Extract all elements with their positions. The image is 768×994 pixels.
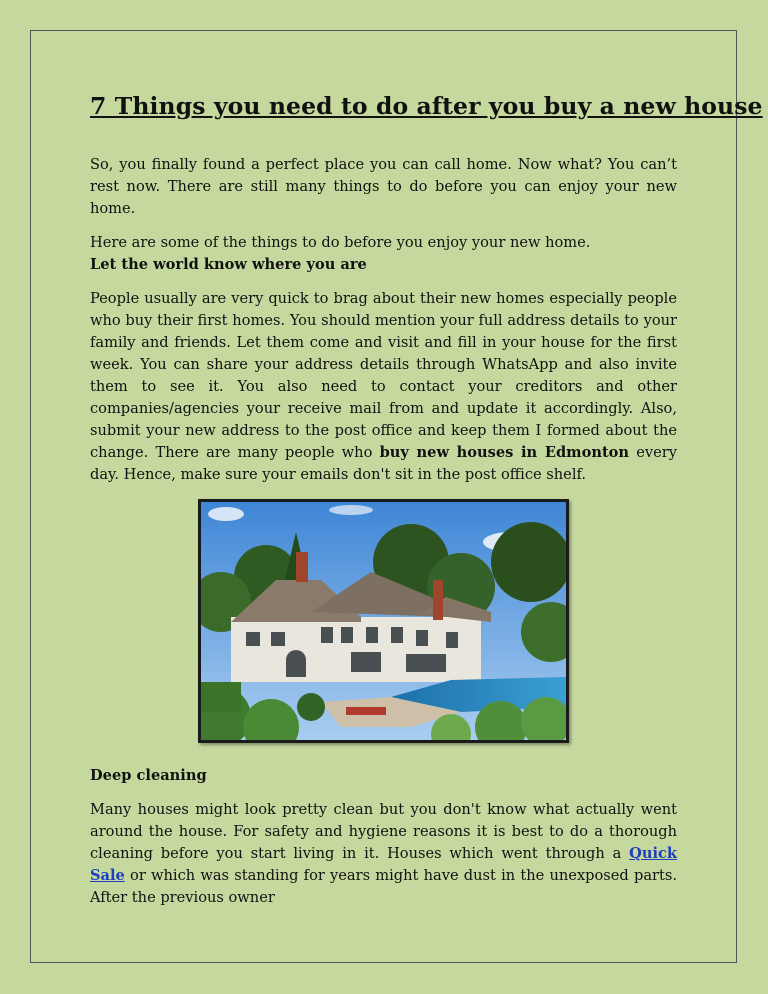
house-photo: [198, 499, 569, 743]
paragraph-text: or which was standing for years might have dust in the unexposed parts. After the previous owner: [90, 867, 677, 906]
bold-keyword: buy new houses in Edmonton: [379, 444, 630, 461]
paragraph-text: every day. Hence, make sure your emails don't sit in the post office shelf.: [90, 444, 677, 483]
house-illustration: [201, 502, 566, 740]
quick-sale-link[interactable]: Quick Sale: [90, 845, 677, 884]
section-heading-cleaning: Deep cleaning: [90, 767, 207, 784]
intro-paragraph-2: Here are some of the things to do before you enjoy your new home.: [90, 234, 591, 251]
section-heading-address: Let the world know where you are: [90, 256, 367, 273]
page-title: 7 Things you need to do after you buy a new house: [90, 92, 763, 120]
section-paragraph-cleaning: [90, 799, 677, 909]
paragraph-text: People usually are very quick to brag about their new homes especially people who buy their first homes. You should mention your full address details to your family and friends. Let them come and visit and fill in your house for the first week. You can share your address details through WhatsApp and also invite them to see it. You also need to contact your creditors and other companies/agencies your receive mail from and update it accordingly. Also, submit your new address to the post office and keep them I formed about the change. There are many people who: [90, 290, 677, 461]
paragraph-text: Many houses might look pretty clean but you don't know what actually went around the house. For safety and hygiene reasons it is best to do a thorough cleaning before you start living in it. Houses which went through a: [90, 801, 677, 862]
intro-paragraph-1: So, you finally found a perfect place you can call home. Now what? You can’t rest now. There are still many things to do before you can enjoy your new home.: [90, 156, 677, 217]
document-body: [90, 90, 763, 909]
section-paragraph-address: [90, 288, 677, 486]
